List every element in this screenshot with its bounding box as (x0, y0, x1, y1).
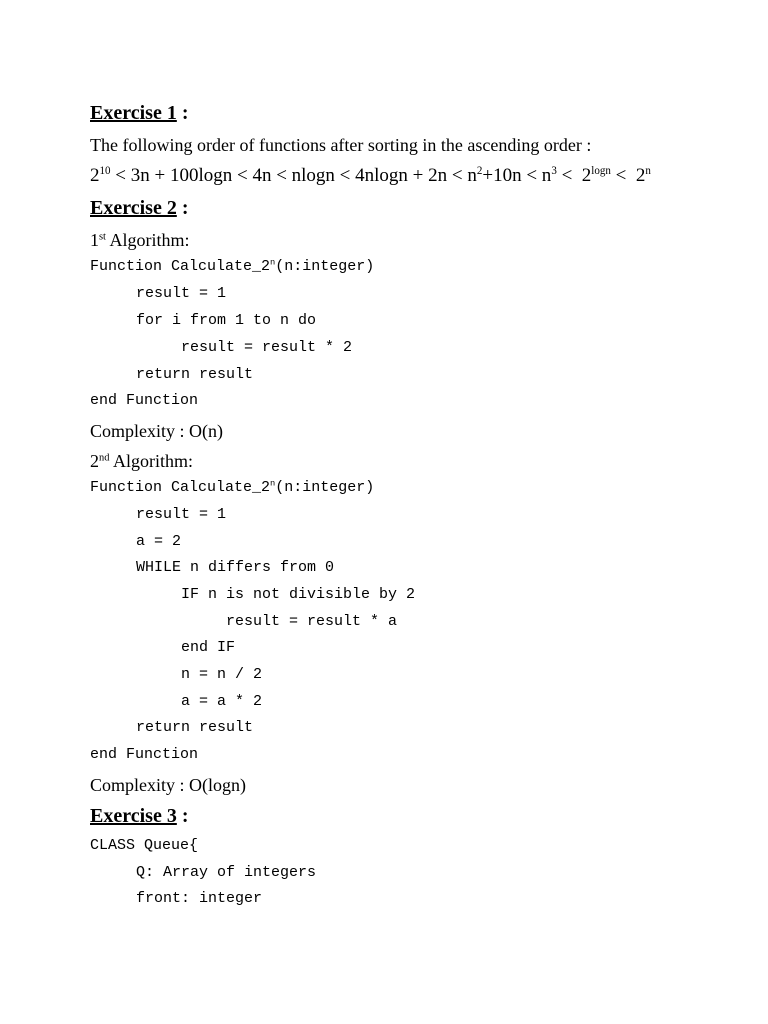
code-line: front: integer (136, 890, 263, 907)
code-line: a = a * 2 (181, 693, 263, 710)
code-line: end Function (90, 746, 199, 763)
exercise-1-intro: The following order of functions after sorting in the ascending order : (90, 135, 592, 155)
code-line: Function Calculate_2$^n$(n:integer) (90, 478, 375, 496)
exercise-1-heading: Exercise 1 : (90, 102, 189, 124)
code-line: end Function (90, 392, 199, 409)
code-line: Q: Array of integers (136, 864, 317, 881)
code-line: IF n is not divisible by 2 (181, 586, 416, 603)
exercise-3-heading: Exercise 3 : (90, 805, 189, 827)
algorithm-2-complexity: Complexity : O(logn) (90, 775, 246, 795)
code-line: a = 2 (136, 533, 182, 550)
code-line: result = 1 (136, 285, 227, 302)
code-line: return result (136, 366, 254, 383)
code-line: result = 1 (136, 506, 227, 523)
code-line: Function Calculate_2$^n$(n:integer) (90, 257, 375, 275)
function-order: $2^{10} < 3n + 100\log n < 4n < nlogn < 4nlogn + 2n < n^2+10n < n^3 < 2^{logn} < 2^n$ (90, 165, 651, 186)
code-line: result = result * a (226, 613, 398, 630)
code-line: end IF (181, 639, 236, 656)
exercise-2-heading: Exercise 2 : (90, 197, 189, 219)
algorithm-2-label: 2nd Algorithm: (90, 451, 193, 471)
code-line: result = result * 2 (181, 339, 353, 356)
code-line: return result (136, 719, 254, 736)
code-line: WHILE n differs from 0 (136, 559, 335, 576)
algorithm-1-complexity: Complexity : O(n) (90, 421, 223, 441)
code-line: n = n / 2 (181, 666, 263, 683)
algorithm-1-label: 1st Algorithm: (90, 230, 190, 250)
code-line: for i from 1 to n do (136, 312, 317, 329)
code-line: CLASS Queue{ (90, 837, 199, 854)
